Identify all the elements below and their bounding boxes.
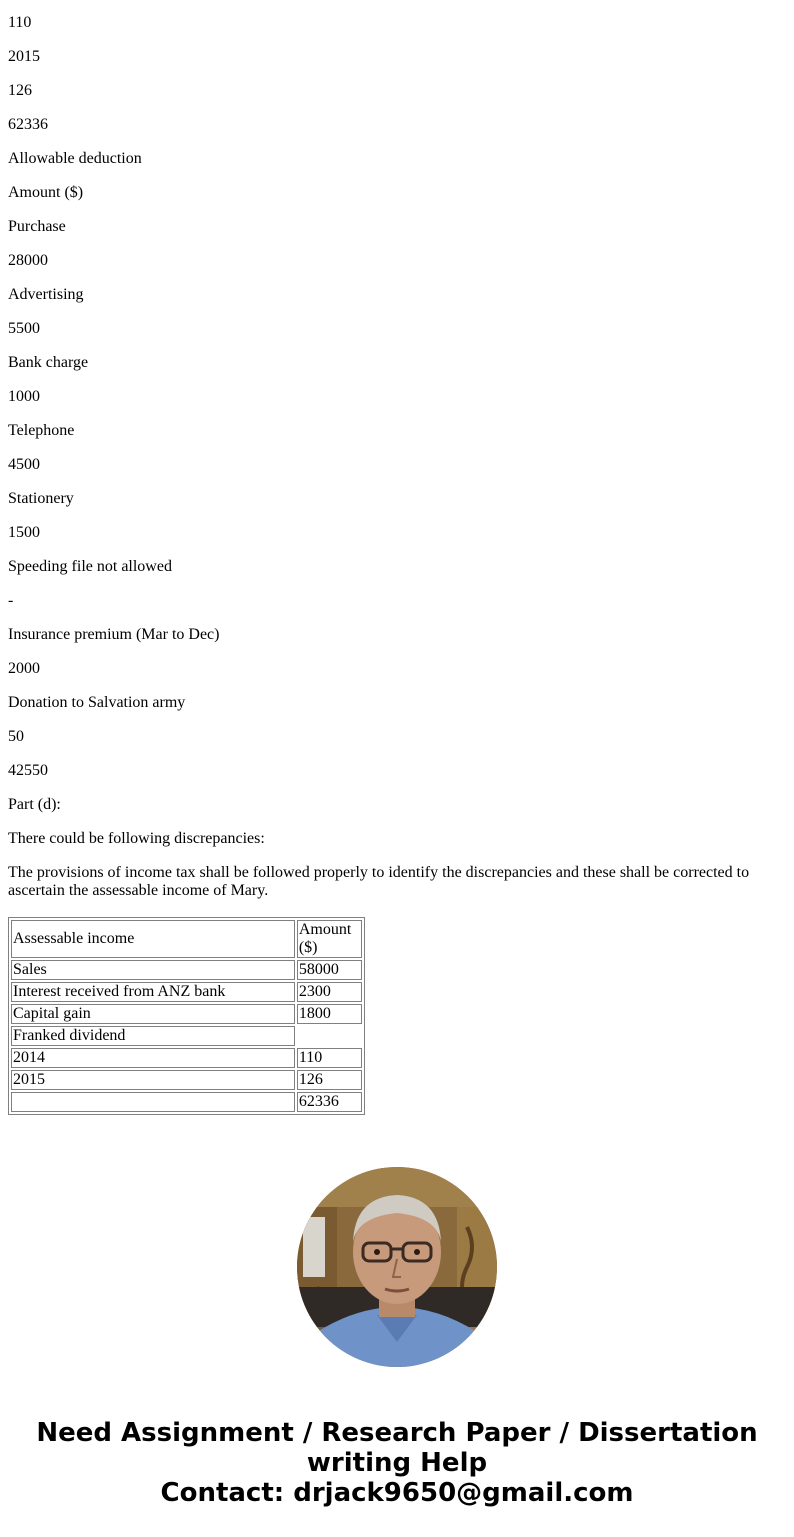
author-avatar	[297, 1167, 497, 1367]
table-row	[11, 1026, 362, 1046]
table-row	[11, 1092, 362, 1112]
table-cell-label: Interest received from ANZ bank	[11, 982, 295, 1002]
table-cell-label: Franked dividend	[11, 1026, 295, 1046]
text-line: 110	[8, 14, 32, 31]
deduction-amount: -	[8, 592, 14, 609]
deduction-label: Speeding file not allowed	[8, 558, 172, 575]
part-d-heading: Part (d):	[8, 796, 61, 813]
table-cell-amount: 1800	[297, 1004, 362, 1024]
deduction-amount: 4500	[8, 456, 40, 473]
table-row	[11, 1048, 362, 1068]
table-cell-label: Sales	[11, 960, 295, 980]
deduction-label: Advertising	[8, 286, 84, 303]
table-row	[11, 982, 362, 1002]
table-row	[11, 1070, 362, 1090]
deduction-label: Purchase	[8, 218, 66, 235]
avatar-portrait-icon	[297, 1167, 497, 1367]
part-d-intro: There could be following discrepancies:	[8, 830, 265, 847]
deduction-amount: 1500	[8, 524, 40, 541]
promo-contact: Contact: drjack9650@gmail.com	[160, 1478, 634, 1508]
deduction-label: Stationery	[8, 490, 74, 507]
promo-line: Need Assignment / Research Paper / Dissertation	[36, 1418, 758, 1448]
table-cell-amount: 58000	[297, 960, 362, 980]
deduction-amount: 2000	[8, 660, 40, 677]
deduction-total: 42550	[8, 762, 48, 779]
deduction-label: Bank charge	[8, 354, 89, 371]
deduction-amount: 1000	[8, 388, 40, 405]
table-cell-label: 2014	[11, 1048, 295, 1068]
promo-banner	[0, 1418, 794, 1508]
table-cell-amount: 126	[297, 1070, 362, 1090]
table-cell-amount: 62336	[297, 1092, 362, 1112]
deduction-header-amount: Amount ($)	[8, 184, 84, 201]
text-line: 62336	[8, 116, 48, 133]
deduction-amount: 28000	[8, 252, 48, 269]
document-body	[0, 14, 794, 1115]
table-cell-label: 2015	[11, 1070, 295, 1090]
table-header-row	[11, 920, 362, 958]
table-row	[11, 1004, 362, 1024]
table-cell-amount: 2300	[297, 982, 362, 1002]
deduction-label: Insurance premium (Mar to Dec)	[8, 626, 220, 643]
assessable-income-table	[8, 917, 365, 1115]
deduction-label: Telephone	[8, 422, 75, 439]
part-d-body: The provisions of income tax shall be followed properly to identify the discrepancies and these shall be corrected to ascertain the assessable income of Mary.	[8, 864, 750, 899]
table-cell-label	[11, 1092, 295, 1112]
table-header-cell: Assessable income	[11, 920, 295, 958]
deduction-header-label: Allowable deduction	[8, 150, 142, 167]
text-line: 126	[8, 82, 32, 99]
table-header-cell: Amount ($)	[297, 920, 362, 958]
table-cell-label: Capital gain	[11, 1004, 295, 1024]
deduction-label: Donation to Salvation army	[8, 694, 186, 711]
promo-line: writing Help	[306, 1448, 488, 1478]
table-cell-amount: 110	[297, 1048, 362, 1068]
deduction-amount: 5500	[8, 320, 40, 337]
table-row	[11, 960, 362, 980]
text-line: 2015	[8, 48, 40, 65]
deduction-amount: 50	[8, 728, 24, 745]
table-cell-amount	[297, 1026, 362, 1046]
